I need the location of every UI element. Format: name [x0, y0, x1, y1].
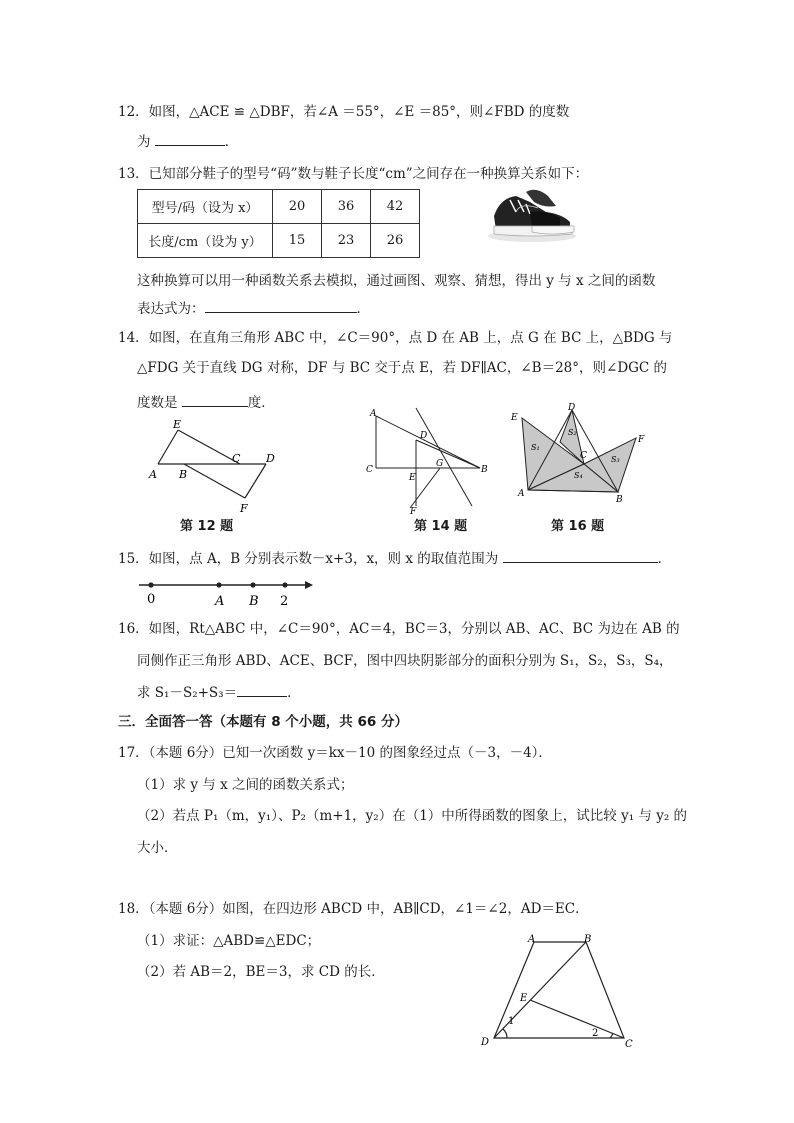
fig16-label-S4: S₄ — [574, 471, 583, 480]
numberline-label-B: B — [249, 594, 259, 609]
fig18-angle-2: 2 — [592, 1028, 599, 1039]
q17-part1: （1）求 y 与 x 之间的函数关系式； — [137, 777, 354, 793]
fig12-segment-FD — [245, 464, 266, 498]
q14-line1: 14．如图，在直角三角形 ABC 中，∠C＝90°，点 D 在 AB 上，点 G 在 BC 上，△BDG 与 — [118, 330, 673, 346]
numberline-label-zero: 0 — [147, 592, 156, 607]
q16-prefix: 求 S₁－S₂+S₃＝ — [137, 685, 238, 701]
fig12-segment-BF — [184, 464, 245, 498]
fig16-label-C: C — [580, 451, 587, 461]
section-3-heading: 三．全面答一答（本题有 8 个小题，共 66 分） — [118, 714, 408, 730]
fig18-label-E: E — [520, 993, 528, 1004]
q17-line1: 17．（本题 6分）已知一次函数 y＝kx－10 的图象经过点（－3，－4）． — [118, 745, 552, 761]
fig16-label-S1: S₁ — [531, 443, 540, 452]
q12-suffix: ． — [224, 134, 239, 150]
q14-answer-blank[interactable] — [182, 392, 248, 407]
q13-line2: 这种换算可以用一种函数关系去模拟，通过画图、观察、猜想，得出 y 与 x 之间的函数 — [137, 273, 656, 289]
shoe-size-table — [137, 189, 420, 258]
q16-line3 — [137, 682, 301, 703]
q15-line1 — [118, 548, 671, 569]
q13-answer-blank[interactable] — [205, 298, 357, 313]
q12-answer-blank[interactable] — [155, 131, 225, 146]
numberline-label-A: A — [215, 594, 225, 609]
fig14-label-D: D — [420, 431, 428, 441]
q12-line2 — [137, 131, 238, 152]
fig12-label-D: D — [266, 452, 275, 465]
q17-part2b: 大小． — [137, 840, 178, 856]
q16-answer-blank[interactable] — [237, 682, 287, 697]
fig16-label-S3: S₃ — [611, 455, 620, 464]
q14-suffix: 度． — [247, 395, 275, 411]
fig18-label-A: A — [528, 934, 536, 945]
fig16-label-F: F — [638, 435, 645, 445]
fig18-label-B: B — [584, 934, 592, 945]
q12-line1: 12．如图，△ACE ≌ △DBF，若∠A ＝55°，∠E ＝85°，则∠FBD 的度数 — [118, 104, 570, 120]
figure-16 — [508, 402, 658, 504]
fig14-label-C: C — [366, 465, 373, 475]
table-row — [138, 224, 420, 258]
fig16-label-D: D — [568, 403, 576, 413]
number-line — [137, 574, 317, 610]
figure-18 — [474, 930, 644, 1050]
q16-suffix: ． — [287, 685, 301, 701]
table-cell: 长度/cm（设为 y） — [138, 224, 273, 258]
caption-figure-14: 第 14 题 — [414, 519, 468, 534]
q16-line2: 同侧作正三角形 ABD、ACE、BCF，图中四块阴影部分的面积分别为 S₁，S₂，S₃，S₄， — [137, 653, 673, 669]
fig12-segment-AE — [158, 430, 178, 464]
q18-part1: （1）求证：△ABD≌△EDC； — [137, 933, 321, 949]
fig12-label-B: B — [179, 468, 188, 481]
fig14-label-G: G — [436, 459, 444, 469]
fig12-segment-EC — [178, 430, 240, 464]
table-cell: 36 — [322, 190, 371, 224]
fig14-label-F: F — [410, 507, 417, 516]
fig18-segment-EC — [530, 1000, 624, 1038]
fig16-label-S2: S₂ — [568, 428, 577, 437]
table-cell: 42 — [371, 190, 420, 224]
q14-line2: △FDG 关于直线 DG 对称，DF 与 BC 交于点 E，若 DF∥AC，∠B＝28°，则∠DGC 的 — [137, 360, 668, 376]
table-cell: 型号/码（设为 x） — [138, 190, 273, 224]
q18-part2: （2）若 AB＝2，BE＝3，求 CD 的长． — [137, 964, 385, 980]
fig12-label-A: A — [149, 468, 157, 481]
fig18-angle-1: 1 — [508, 1016, 515, 1027]
fig16-label-A: A — [518, 489, 525, 499]
table-cell: 23 — [322, 224, 371, 258]
fig14-label-B: B — [481, 465, 488, 475]
fig12-label-F: F — [240, 502, 248, 515]
q13-line3 — [137, 298, 370, 319]
fig16-label-B: B — [616, 495, 623, 504]
q13-prefix: 表达式为： — [137, 301, 205, 317]
figure-14 — [366, 406, 494, 516]
q13-suffix: ． — [356, 301, 370, 317]
table-row — [138, 190, 420, 224]
q14-prefix: 度数是 — [137, 395, 178, 411]
q15-suffix: ． — [657, 551, 672, 567]
q17-part2: （2）若点 P₁（m，y₁）、P₂（m+1，y₂）在（1）中所得函数的图象上，试比较 y₁ 与 y₂ 的 — [137, 808, 688, 824]
caption-figure-16: 第 16 题 — [551, 519, 605, 534]
sneaker-image — [486, 186, 578, 244]
table-cell: 15 — [273, 224, 322, 258]
q13-intro: 13．已知部分鞋子的型号“码”数与鞋子长度“cm”之间存在一种换算关系如下： — [118, 166, 589, 182]
fig14-label-A: A — [370, 409, 377, 419]
fig14-label-E: E — [409, 473, 416, 483]
table-cell: 20 — [273, 190, 322, 224]
fig16-label-E: E — [511, 413, 518, 423]
fig18-label-D: D — [481, 1037, 490, 1048]
q14-line3 — [137, 392, 275, 413]
q15-prefix: 15．如图，点 A，B 分别表示数－x+3，x，则 x 的取值范围为 — [118, 551, 499, 567]
q16-line1: 16．如图，Rt△ABC 中，∠C＝90°，AC＝4，BC＝3，分别以 AB、AC、BC 为边在 AB 的 — [118, 621, 680, 637]
caption-figure-12: 第 12 题 — [180, 519, 234, 534]
figure-12 — [140, 416, 290, 518]
numberline-label-two: 2 — [280, 594, 289, 609]
q15-answer-blank[interactable] — [503, 548, 658, 563]
fig12-label-C: C — [232, 452, 241, 465]
q18-line1: 18．（本题 6分）如图，在四边形 ABCD 中，AB∥CD，∠1＝∠2，AD＝EC． — [118, 901, 589, 917]
fig12-label-E: E — [173, 418, 182, 431]
q12-prefix: 为 — [137, 134, 151, 150]
table-cell: 26 — [371, 224, 420, 258]
fig18-label-C: C — [625, 1039, 633, 1050]
